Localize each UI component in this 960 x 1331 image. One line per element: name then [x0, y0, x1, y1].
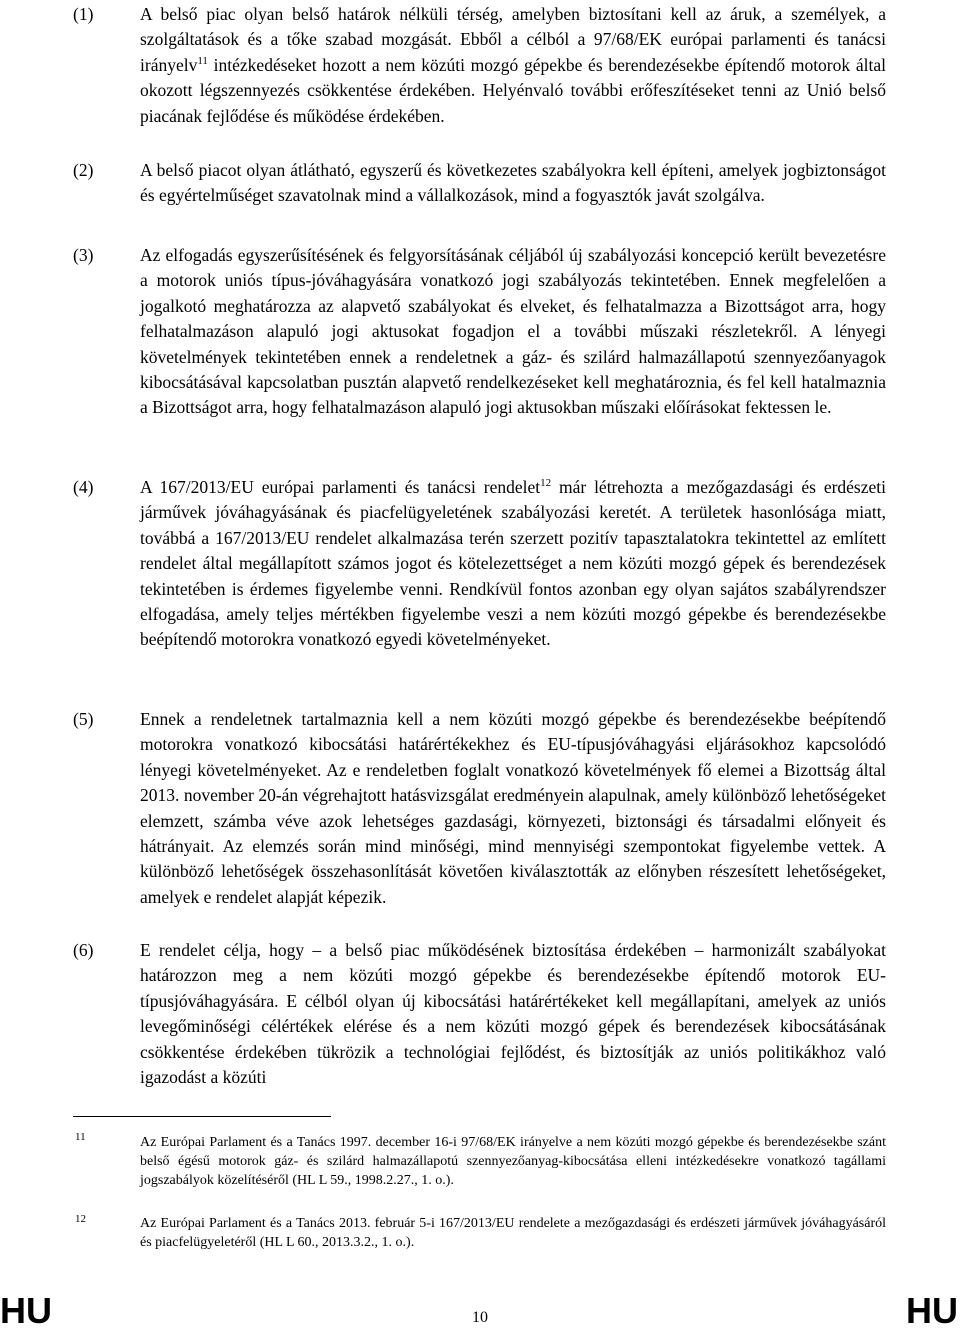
footnote-separator — [73, 1116, 331, 1117]
footnote-number: 12 — [75, 1213, 86, 1225]
recital-number: (6) — [73, 940, 94, 960]
recital-number: (2) — [73, 160, 94, 180]
recital-text: A belső piacot olyan átlátható, egyszerű és következetes szabályokra kell építeni, amelyek jogbiztonságot és egyértelműséget szavatolnak mind a vállalkozások, mind a fogyasztók javát szolgálva. — [140, 160, 886, 206]
language-code-right: HU — [906, 1290, 958, 1331]
recital-number: (3) — [73, 245, 94, 265]
recital-text: A 167/2013/EU európai parlamenti és tanácsi rendelet$^{12}$ már létrehozta a mezőgazdasági és erdészeti járművek jóváhagyásának és piacfelügyeletének szabályozási keretét. A területek hasonlósága miatt, továbbá a 167/2013/EU rendelet alkalmazása terén szerzett pozitív tapasztalatokra tekintettel az említett rendelet által megállapított számos jogot és kötelezettséget a nem közúti mozgó gépek és berendezések tekintetében is érdemes figyelembe venni. Rendkívül fontos azonban egy olyan sajátos szabályrendszer elfogadása, amely teljes mértékben figyelembe veszi a nem közúti mozgó gépekbe és berendezésekbe beépítendő motorokra vonatkozó egyedi követelményeket. — [140, 477, 886, 650]
recital-text: Az elfogadás egyszerűsítésének és felgyorsításának céljából új szabályozási koncepció került bevezetésre a motorok uniós típus-jóváhagyására vonatkozó jogi szabályozás tekintetében. Ennek megfelelően a jogalkotó meghatározza az alapvető szabályokat és elveket, és felhatalmazza a Bizottságot arra, hogy felhatalmazáson alapuló jogi aktusokat fogadjon el a további műszaki részletekről. A lényegi követelmények tekintetében ennek a rendeletnek a gáz- és szilárd halmazállapotú szennyezőanyagok kibocsátásával kapcsolatban pusztán alapvető rendelkezéseket kell meghatároznia, és fel kell hatalmaznia a Bizottságot arra, hogy felhatalmazáson alapuló jogi aktusokban műszaki előírásokat fektessen le. — [140, 245, 886, 418]
language-code-left: HU — [0, 1290, 52, 1331]
recital-number: (4) — [73, 477, 94, 497]
recital-number: (1) — [73, 4, 94, 24]
footnote-number: 11 — [75, 1131, 86, 1143]
recital-number: (5) — [73, 709, 94, 729]
page-number: 10 — [472, 1309, 488, 1326]
footnote-text: Az Európai Parlament és a Tanács 1997. december 16-i 97/68/EK irányelve a nem közúti mozgó gépekbe és berendezésekbe szánt belső égésű motorok gáz- és szilárd halmazállapotú szennyezőanyag-kibocsátása elleni intézkedésekre vonatkozó tagállami jogszabályok közelítéséről (HL L 59., 1998.2.27., 1. o.). — [140, 1135, 886, 1188]
footnote-ref-12[interactable]: 12 — [540, 477, 552, 490]
footnote-ref-11[interactable]: 11 — [197, 54, 208, 67]
footnote-text: Az Európai Parlament és a Tanács 2013. február 5-i 167/2013/EU rendelete a mezőgazdasági és erdészeti járművek jóváhagyásáról és piacfelügyeletéről (HL L 60., 2013.3.2., 1. o.). — [140, 1216, 886, 1250]
recital-text: A belső piac olyan belső határok nélküli térség, amelyben biztosítani kell az áruk, a személyek, a szolgáltatások és a tőke szabad mozgását. Ebből a célból a 97/68/EK európai parlamenti és tanácsi irányelv$^{11}$ intézkedéseket hozott a nem közúti mozgó gépekbe és berendezésekbe építendő motorok által okozott légszennyezés csökkentése érdekében. Helyénvaló további erőfeszítéseket tenni az Unió belső piacának fejlődése és működése érdekében. — [140, 4, 886, 126]
recital-text: Ennek a rendeletnek tartalmaznia kell a nem közúti mozgó gépekbe és berendezésekbe beépítendő motorokra vonatkozó kibocsátási határértékekhez és EU-típusjóváhagyási eljárásokhoz kapcsolódó lényegi követelményeket. Az e rendeletben foglalt vonatkozó követelmények fő elemei a Bizottság által 2013. november 20-án végrehajtott hatásvizsgálat eredményein alapulnak, amely különböző lehetőségeket elemzett, számba véve azok lehetséges gazdasági, környezeti, biztonsági és társadalmi előnyeit és hátrányait. Az elemzés során mind minőségi, mind mennyiségi szempontokat figyelembe vettek. A különböző lehetőségek összehasonlítását követően kiválasztották az előnyben részesített lehetőségeket, amelyek e rendelet alapját képezik. — [140, 709, 886, 907]
recital-text: E rendelet célja, hogy – a belső piac működésének biztosítása érdekében – harmonizált szabályokat határozzon meg a nem közúti mozgó gépekbe és berendezésekbe építendő motorok EU-típusjóváhagyására. E célból olyan új kibocsátási határértékeket kell megállapítani, amelyek az uniós levegőminőségi célértékek elérése és a nem közúti mozgó gépek és berendezések kibocsátásának csökkentése érdekében tükrözik a technológiai fejlődést, és biztosítják az uniós politikákhoz való igazodást a közúti — [140, 940, 886, 1088]
